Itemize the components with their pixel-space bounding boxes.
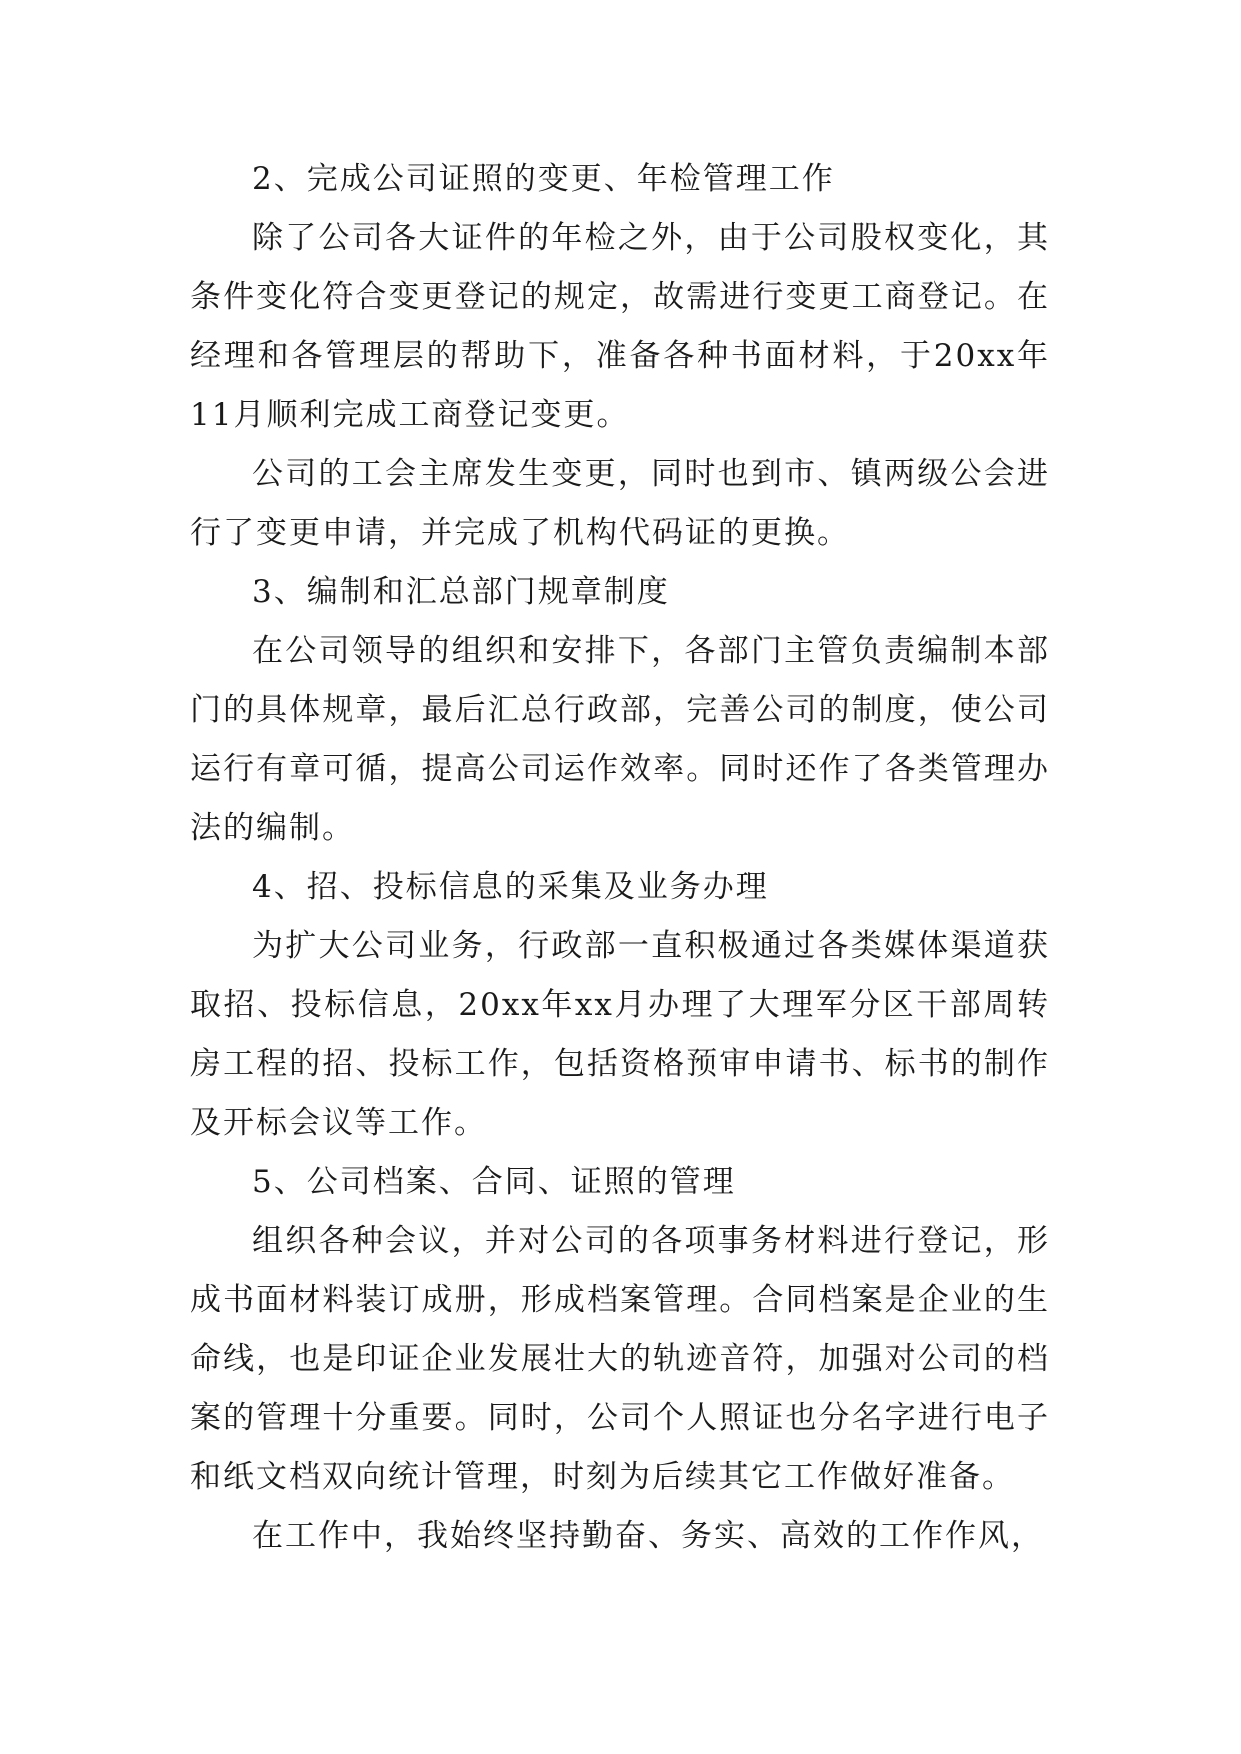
section-heading-4: 4、招、投标信息的采集及业务办理 — [252, 869, 769, 905]
section-heading-5: 5、公司档案、合同、证照的管理 — [252, 1164, 736, 1200]
section-heading-2: 2、完成公司证照的变更、年检管理工作 — [252, 161, 835, 197]
paragraph-union-change: 公司的工会主席发生变更，同时也到市、镇两级公会进行了变更申请，并完成了机构代码证的更换。 — [190, 456, 1050, 551]
document-body — [190, 150, 1050, 1566]
section-heading-3: 3、编制和汇总部门规章制度 — [252, 574, 670, 610]
paragraph-archives: 组织各种会议，并对公司的各项事务材料进行登记，形成书面材料装订成册，形成档案管理。合同档案是企业的生命线，也是印证企业发展壮大的轨迹音符，加强对公司的档案的管理十分重要。同时，公司个人照证也分名字进行电子和纸文档双向统计管理，时刻为后续其它工作做好准备。 — [190, 1223, 1050, 1495]
paragraph-regulations: 在公司领导的组织和安排下，各部门主管负责编制本部门的具体规章，最后汇总行政部，完善公司的制度，使公司运行有章可循，提高公司运作效率。同时还作了各类管理办法的编制。 — [190, 633, 1050, 846]
paragraph-license-annual-check: 除了公司各大证件的年检之外，由于公司股权变化，其条件变化符合变更登记的规定，故需进行变更工商登记。在经理和各管理层的帮助下，准备各种书面材料，于20xx年11月顺利完成工商登记变更。 — [190, 220, 1050, 433]
paragraph-bidding: 为扩大公司业务，行政部一直积极通过各类媒体渠道获取招、投标信息，20xx年xx月办理了大理军分区干部周转房工程的招、投标工作，包括资格预审申请书、标书的制作及开标会议等工作。 — [190, 928, 1050, 1141]
paragraph-work-style: 在工作中，我始终坚持勤奋、务实、高效的工作作风， — [252, 1518, 1044, 1554]
